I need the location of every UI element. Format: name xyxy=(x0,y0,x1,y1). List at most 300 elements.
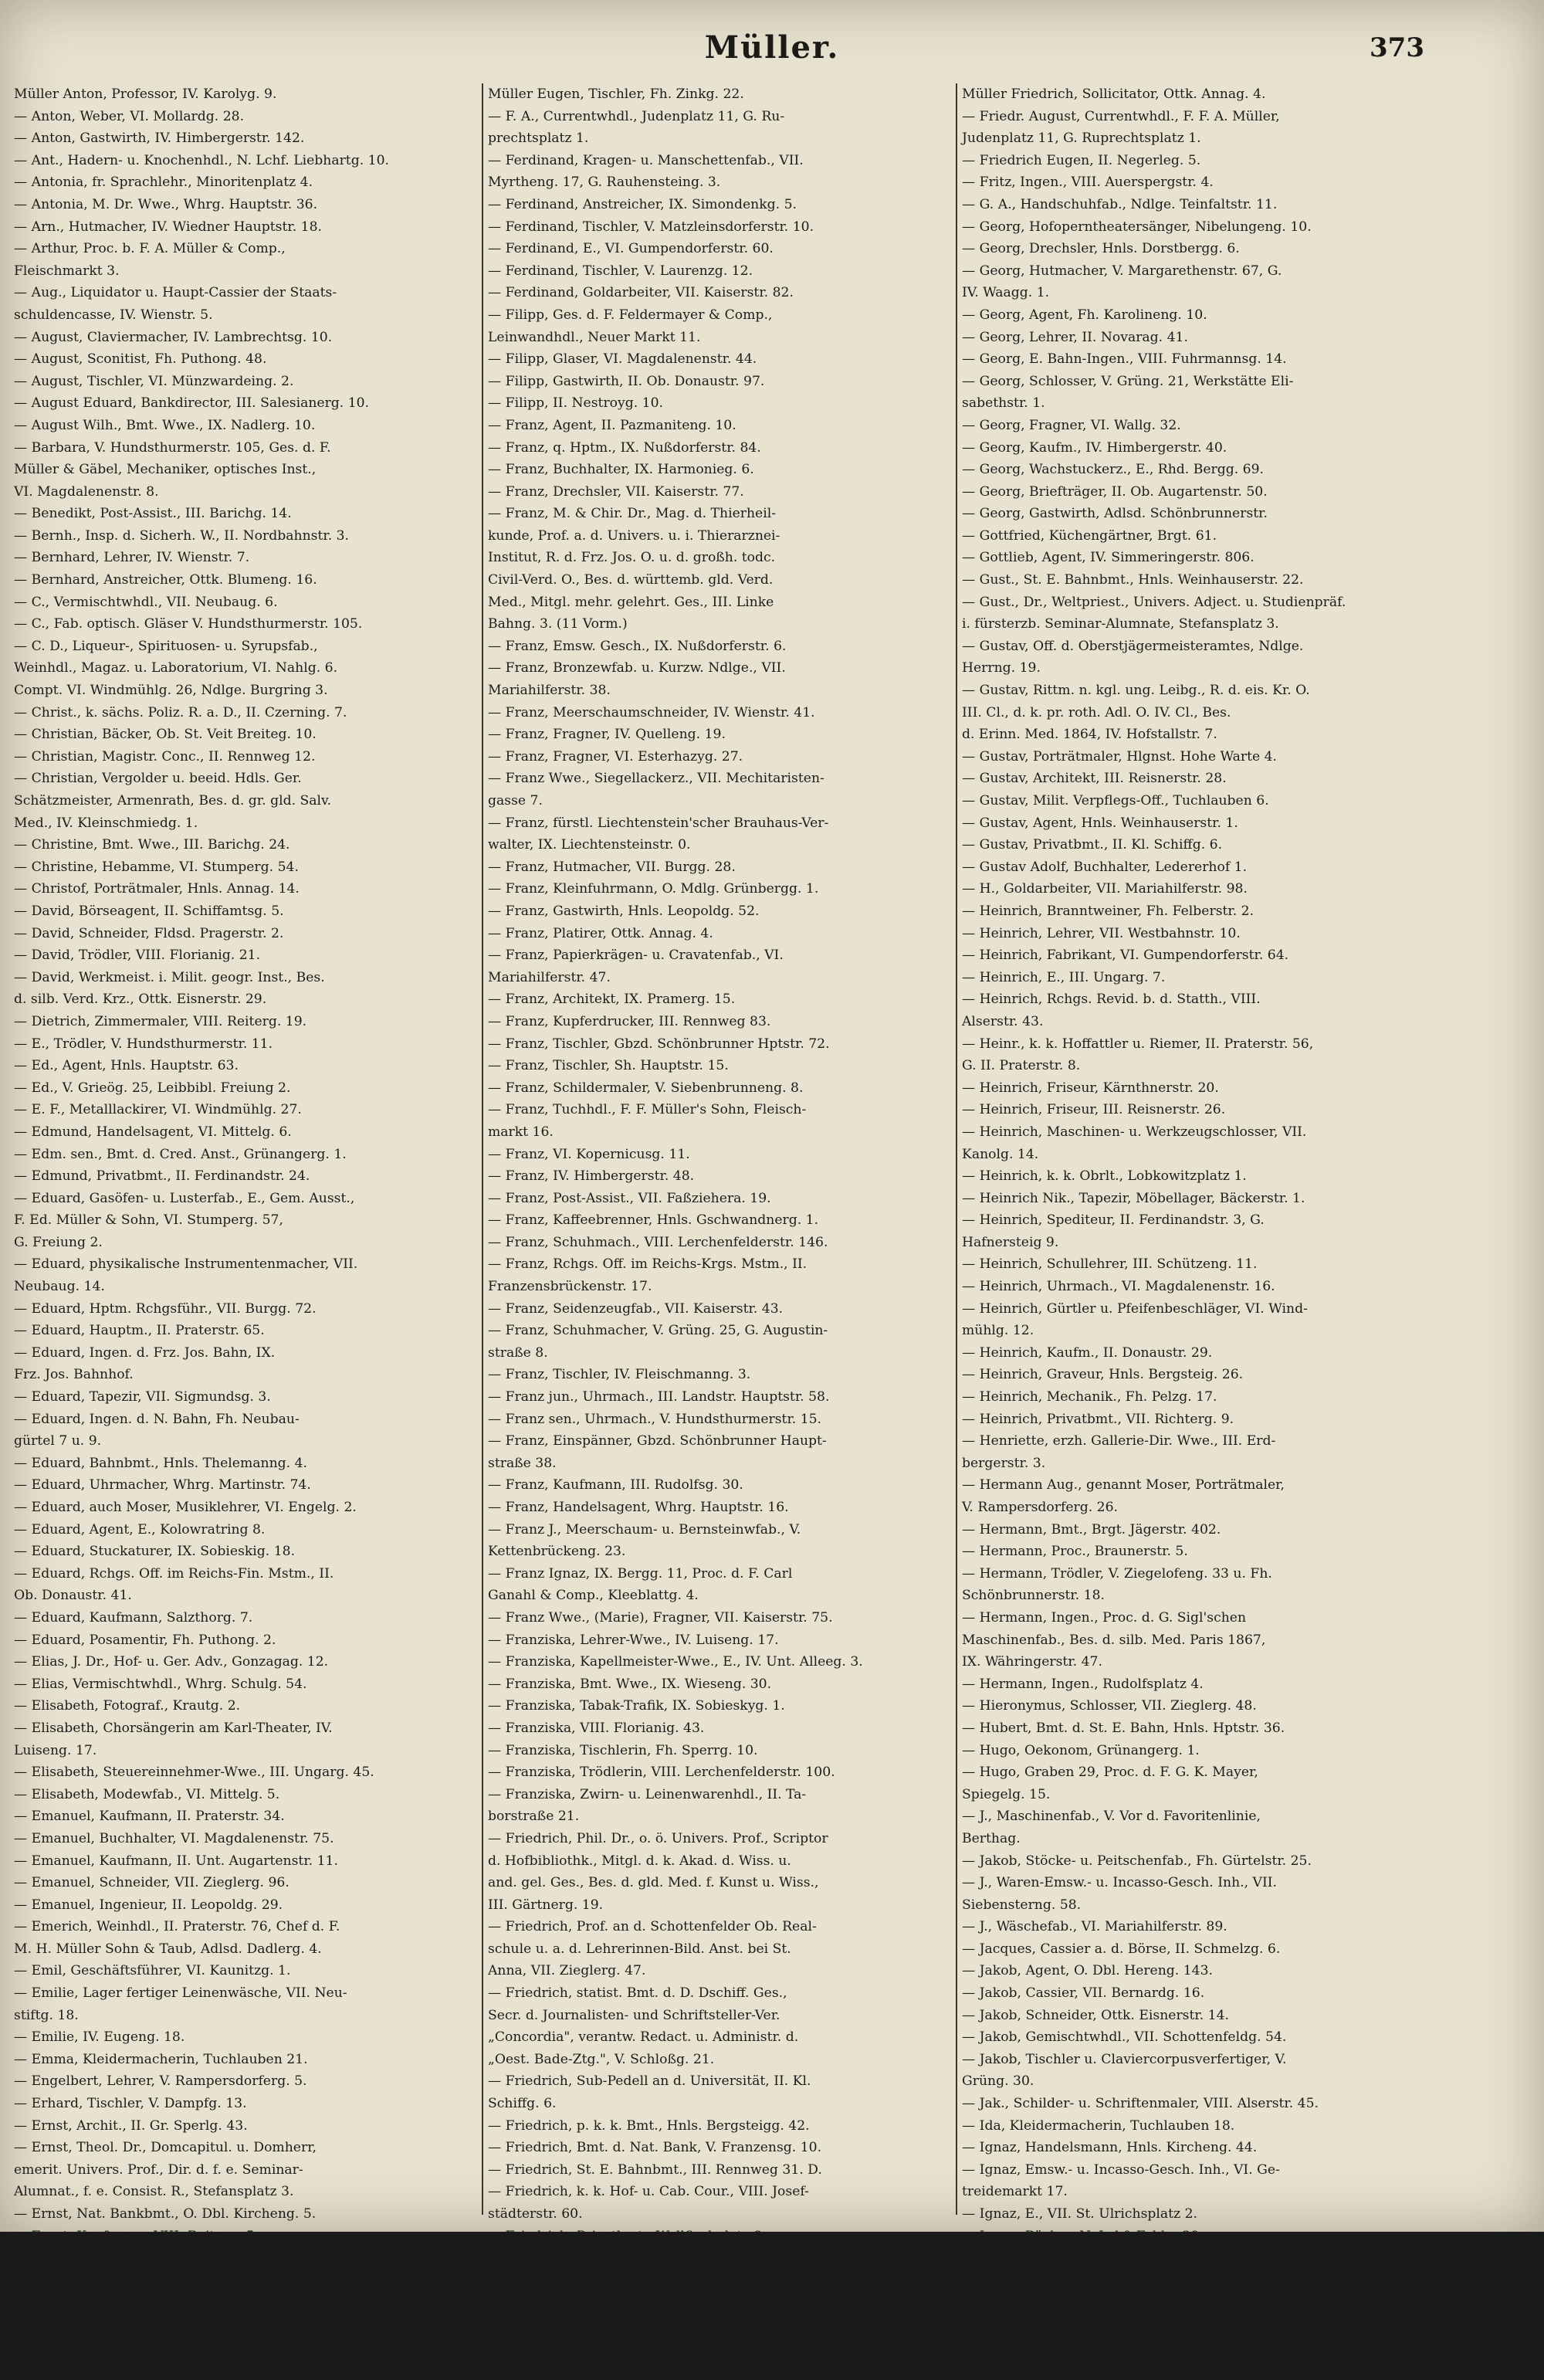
directory-entry-line: Schiffg. 6. xyxy=(488,2096,557,2112)
directory-entry-line: — Jakob, Tischler u. Claviercorpusverfertiger, V. xyxy=(962,2051,1287,2067)
directory-entry-line: — Ed., V. Grieög. 25, Leibbibl. Freiung 2. xyxy=(14,1080,291,1096)
directory-entry-line: — Franz, q. Hptm., IX. Nußdorferstr. 84. xyxy=(488,439,761,456)
directory-entry-line: Emsw.hdl. u. Erz. gedruckter Cottone u. Tücheln, xyxy=(962,2338,1295,2355)
directory-entry-line: — David, Trödler, VIII. Florianig. 21. xyxy=(14,948,261,964)
directory-entry-line: — Gustav, Architekt, III. Reisnerstr. 28. xyxy=(962,771,1227,787)
directory-entry-line: III. Cl., d. k. pr. roth. Adl. O. IV. Cl., Bes. xyxy=(962,704,1231,720)
directory-entry-line: IV. Waagg. 1. xyxy=(962,285,1050,301)
directory-entry-line: — Jak., Schilder- u. Schriftenmaler, VIII. Alserstr. 45. xyxy=(962,2096,1319,2112)
directory-entry-line: — Eduard, Uhrmacher, Whrg. Martinstr. 74. xyxy=(14,1477,311,1493)
directory-entry-line: — Friedrich, VI. Bürgerspitalg. 7. xyxy=(488,2361,714,2377)
directory-column-1 xyxy=(14,83,489,2377)
directory-entry-line: — Ignaz, Magistr. Tax-Amtsr., III. Kollerg. 5. xyxy=(962,2272,1258,2288)
directory-entry-line: — Christine, Hebamme, VI. Stumperg. 54. xyxy=(14,859,299,875)
directory-entry-line: — Dietrich, Zimmermaler, VIII. Reiterg. 19. xyxy=(14,1013,307,1029)
directory-entry-line: — Hermann, Proc., Braunerstr. 5. xyxy=(962,1544,1188,1560)
directory-entry-line: — Franz, Kupferdrucker, III. Rennweg 83. xyxy=(488,1013,771,1029)
directory-entry-line: — Eugen, Oberst, Gen. Stabs-Offiz., zugeth. Sr. k. xyxy=(14,2272,348,2288)
directory-entry-line: — Antonia, M. Dr. Wwe., Whrg. Hauptstr. 36. xyxy=(14,196,318,212)
directory-entry-line: — Elias, J. Dr., Hof- u. Ger. Adv., Gonzagag. 12. xyxy=(14,1654,329,1670)
directory-entry-line: Alserstr. 43. xyxy=(962,1013,1044,1029)
directory-entry-line: — Elisabeth, Fotograf., Krautg. 2. xyxy=(14,1698,241,1714)
directory-entry-line: — Ignaz, Korbflechter, Fh. Zinkg. 18. xyxy=(962,2250,1211,2266)
directory-entry-line: Hafnersteig 9. xyxy=(962,1234,1059,1250)
directory-entry-line: — Eduard, Tapezir, VII. Sigmundsg. 3. xyxy=(14,1389,271,1405)
directory-entry-line: — Emerich, Weinhdl., II. Praterstr. 76, Chef d. F. xyxy=(14,1919,340,1935)
directory-entry-line: M. H. Müller Sohn & Taub, Adlsd. Dadlerg. 4. xyxy=(14,1941,322,1957)
directory-entry-line: G. Freiung 2. xyxy=(14,1234,103,1250)
directory-entry-line: — August, Sconitist, Fh. Puthong. 48. xyxy=(14,351,267,368)
directory-entry-line: — Elisabeth, Chorsängerin am Karl-Theater, IV. xyxy=(14,1720,333,1736)
directory-entry-line: — Eduard, Kaufmann, Salzthorg. 7. xyxy=(14,1609,253,1626)
directory-entry-line: — Franz, Agent, II. Pazmaniteng. 10. xyxy=(488,417,736,433)
directory-entry-line: — Emanuel, Ingenieur, II. Leopoldg. 29. xyxy=(14,1897,283,1913)
directory-entry-line: markt 16. xyxy=(488,1124,554,1140)
directory-entry-line: — Franziska, Tabak-Trafik, IX. Sobieskyg. 1. xyxy=(488,1698,785,1714)
directory-entry-line: — Eduard, Gasöfen- u. Lusterfab., E., Gem. Ausst., xyxy=(14,1190,355,1206)
directory-entry-line: Müller & Gäbel, Mechaniker, optisches Inst., xyxy=(14,462,317,478)
directory-entry-line: — Franziska, VIII. Florianig. 43. xyxy=(488,1720,705,1736)
directory-entry-line: Bes. d. Mil. Verd. Kr. (Kgs. Dec.), IV. Wienstr. 15. xyxy=(488,2294,815,2310)
directory-entry-line: städterstr. 60. xyxy=(488,2206,583,2222)
directory-entry-line: — Franz, Drechsler, VII. Kaiserstr. 77. xyxy=(488,483,744,500)
directory-entry-line: — Friedrich Eugen, II. Negerleg. 5. xyxy=(962,152,1201,168)
directory-entry-line: — Henriette, erzh. Gallerie-Dir. Wwe., III. Erd- xyxy=(962,1433,1276,1449)
directory-entry-line: — Ed., Agent, Hnls. Hauptstr. 63. xyxy=(14,1058,239,1074)
directory-entry-line: — David, Schneider, Fldsd. Pragerstr. 2. xyxy=(14,925,284,941)
directory-entry-line: Institut, R. d. Frz. Jos. O. u. d. großh. todc. xyxy=(488,550,776,566)
directory-entry-line: gasse 7. xyxy=(488,793,543,809)
directory-entry-line: — Heinrich, k. k. Obrlt., Lobkowitzplatz 1. xyxy=(962,1168,1247,1185)
directory-entry-line: — Ignaz, Schuhmacher, VI. Mollardg. 64. xyxy=(962,2294,1239,2310)
directory-entry-line: — G. A., Handschuhfab., Ndlge. Teinfaltstr. 11. xyxy=(962,196,1278,212)
directory-entry-line: — Gustav, Rittm. n. kgl. ung. Leibg., R. d. eis. Kr. O. xyxy=(962,683,1310,699)
directory-entry-line: — Ignaz, E., VII. St. Ulrichsplatz 2. xyxy=(962,2206,1197,2222)
directory-entry-line: — Heinrich, Maschinen- u. Werkzeugschlosser, VII. xyxy=(962,1124,1307,1140)
directory-entry-line: — Eduard, Stuckaturer, IX. Sobieskig. 18. xyxy=(14,1544,296,1560)
directory-entry-line: — Elisabeth, Modewfab., VI. Mittelg. 5. xyxy=(14,1786,280,1802)
directory-entry-line: — Heinrich, Fabrikant, VI. Gumpendorferstr. 64. xyxy=(962,948,1289,964)
directory-entry-line: — Emanuel, Schneider, VII. Zieglerg. 96. xyxy=(14,1875,290,1891)
directory-entry-line: Frz. Jos. Bahnhof. xyxy=(14,1367,134,1383)
directory-entry-line: — Franz, Architekt, IX. Pramerg. 15. xyxy=(488,992,736,1008)
directory-entry-line: — Christian, Bäcker, Ob. St. Veit Breiteg. 10. xyxy=(14,727,317,743)
directory-entry-line: prechtsplatz 1. xyxy=(488,131,589,147)
directory-entry-line: — Christian, Vergolder u. beeid. Hdls. Ger. xyxy=(14,771,302,787)
directory-entry-line: — Heinrich, Kaufm., II. Donaustr. 29. xyxy=(962,1344,1213,1361)
directory-entry-line: — Emma, Kleidermacherin, Tuchlauben 21. xyxy=(14,2051,308,2067)
directory-entry-line: — Georg, E. Bahn-Ingen., VIII. Fuhrmannsg. 14. xyxy=(962,351,1287,368)
directory-entry-line: — Christof, Porträtmaler, Hnls. Annag. 14. xyxy=(14,881,300,897)
directory-entry-line: — Friedrich, k. k. Hof- u. Cab. Cour., VIII. Josef- xyxy=(488,2184,809,2200)
directory-entry-line: — Ferdinand, Anstreicher, IX. Simondenkg. 5. xyxy=(488,196,797,212)
directory-entry-line: — Franz, Kaufmann, III. Rudolfsg. 30. xyxy=(488,1477,743,1493)
directory-entry-line: — Georg, Kaufm., IV. Himbergerstr. 40. xyxy=(962,439,1227,456)
directory-entry-line: — Franz J., Meerschaum- u. Bernsteinwfab., V. xyxy=(488,1521,801,1538)
directory-entry-line: straße 38. xyxy=(488,1455,557,1471)
directory-entry-line: — Emil, Geschäftsführer, VI. Kaunitzg. 1. xyxy=(14,1963,291,1979)
directory-entry-line: — Franz, Tuchhdl., F. F. Müller's Sohn, Fleisch- xyxy=(488,1102,807,1118)
directory-entry-line: — Ant., Hadern- u. Knochenhdl., N. Lchf. Liebhartg. 10. xyxy=(14,152,389,168)
directory-entry-line: — Friedrich, Sub-Pedell an d. Universität, II. Kl. xyxy=(488,2073,811,2090)
directory-entry-line: — Heinrich, Spediteur, II. Ferdinandstr. 3, G. xyxy=(962,1212,1265,1229)
directory-entry-line: — Christian, Magistr. Conc., II. Rennweg 12. xyxy=(14,748,316,765)
directory-entry-line: — Barbara, V. Hundsthurmerstr. 105, Ges. d. F. xyxy=(14,439,331,456)
directory-entry-line: d. Erinn. Med. 1864, IV. Hofstallstr. 7. xyxy=(962,727,1217,743)
directory-entry-line: — Gust., St. E. Bahnbmt., Hnls. Weinhauserstr. 22. xyxy=(962,572,1304,588)
directory-entry-line: — Eduard, Rchgs. Off. im Reichs-Fin. Mstm., II. xyxy=(14,1565,334,1582)
directory-entry-line: d. silb. Verd. Krz., Ottk. Eisnerstr. 29. xyxy=(14,992,267,1008)
directory-entry-line: — Franz jun., Uhrmach., III. Landstr. Hauptstr. 58. xyxy=(488,1389,830,1405)
directory-entry-line: — Heinrich Nik., Tapezir, Möbellager, Bäckerstr. 1. xyxy=(962,1190,1305,1206)
directory-entry-line: — Eduard, Bahnbmt., Hnls. Thelemanng. 4. xyxy=(14,1455,307,1471)
directory-entry-line: — J., Wäschefab., VI. Mariahilferstr. 89. xyxy=(962,1919,1227,1935)
directory-entry-line: — Heinrich, Uhrmach., VI. Magdalenenstr. 16. xyxy=(962,1279,1275,1295)
directory-entry-line: gürtel 7 u. 9. xyxy=(14,1433,102,1449)
directory-entry-line: — August Eduard, Bankdirector, III. Salesianerg. 10. xyxy=(14,395,370,412)
directory-entry-line: — Franz, Kaffeebrenner, Hnls. Gschwandnerg. 1. xyxy=(488,1212,819,1229)
directory-entry-line: — Gustav, Privatbmt., II. Kl. Schiffg. 6. xyxy=(962,837,1223,853)
page-title: Müller. xyxy=(704,29,840,66)
directory-entry-line: — Heinrich, Lehrer, VII. Westbahnstr. 10. xyxy=(962,925,1241,941)
directory-entry-line: — Franz, Tischler, Gbzd. Schönbrunner Hptstr. 72. xyxy=(488,1036,830,1052)
directory-entry-line: — Bernh., Insp. d. Sicherh. W., II. Nordbahnstr. 3. xyxy=(14,527,350,544)
directory-entry-line: — Heinrich, Rchgs. Revid. b. d. Statth., VIII. xyxy=(962,992,1261,1008)
directory-entry-line: Franzensbrückenstr. 17. xyxy=(488,1279,652,1295)
directory-entry-line: d. Hofbibliothk., Mitgl. d. k. Akad. d. Wiss. u. xyxy=(488,1853,791,1869)
directory-entry-line: — Franziska, Kapellmeister-Wwe., E., IV. Unt. Alleeg. 3. xyxy=(488,1654,863,1670)
directory-entry-line: (Krgs. Dec.), Bes. d. Milit. Verd. Krz. (Krgs. xyxy=(14,2316,305,2332)
directory-entry-line: — Franz, Meerschaumschneider, IV. Wienstr. 41. xyxy=(488,704,815,720)
directory-entry-line: — Friedrich, Bmt. d. Nat. Bank, V. Franzensg. 10. xyxy=(488,2140,822,2156)
directory-entry-line: — Antonia, fr. Sprachlehr., Minoritenplatz 4. xyxy=(14,175,313,191)
directory-entry-line: — Jakob, Stöcke- u. Peitschenfab., Fh. Gürtelstr. 25. xyxy=(962,1853,1312,1869)
directory-entry-line: Schönbrunnerstr. 18. xyxy=(962,1588,1106,1604)
directory-entry-line: — Jakob, Cassier, VII. Bernardg. 16. xyxy=(962,1985,1205,2002)
directory-entry-line: Leinwandhdl., Neuer Markt 11. xyxy=(488,329,701,345)
directory-entry-line: — Franz, Kleinfuhrmann, O. Mdlg. Grünbergg. 1. xyxy=(488,881,819,897)
directory-entry-line: — Filipp, II. Nestroyg. 10. xyxy=(488,395,663,412)
directory-entry-line: schule u. a. d. Lehrerinnen-Bild. Anst. bei St. xyxy=(488,1941,791,1957)
directory-entry-line: Müller Friedrich, Sollicitator, Ottk. Annag. 4. xyxy=(962,86,1266,102)
directory-entry-line: — Bernhard, Anstreicher, Ottk. Blumeng. 16. xyxy=(14,572,317,588)
directory-entry-line: — Georg, Lehrer, II. Novarag. 41. xyxy=(962,329,1188,345)
directory-entry-line: — Friedrich, St. E. Bahnbmt., III. Rennweg 31. D. xyxy=(488,2161,822,2178)
directory-entry-line: Kettenbrückeng. 23. xyxy=(488,1544,626,1560)
directory-entry-line: — E. F., Metalllackirer, VI. Windmühlg. 27. xyxy=(14,1102,302,1118)
directory-entry-line: — Friedrich, S. Bahn-Rechnungsführer, IV. Wiedn. xyxy=(488,2316,825,2332)
directory-entry-line: Ann. O. II. Cl. u. d. r. Wld. O. III. Cl., Hofgarteng. 3. xyxy=(14,2361,360,2377)
directory-entry-line: — Heinrich, Friseur, Kärnthnerstr. 20. xyxy=(962,1080,1219,1096)
directory-entry-line: — Benedikt, Post-Assist., III. Barichg. 14. xyxy=(14,506,292,522)
directory-entry-line: — C., Vermischtwhdl., VII. Neubaug. 6. xyxy=(14,594,278,610)
directory-entry-line: — Edm. sen., Bmt. d. Cred. Anst., Grünangerg. 1. xyxy=(14,1146,347,1162)
directory-entry-line: schuldencasse, IV. Wienstr. 5. xyxy=(14,307,213,323)
directory-entry-line: — Franz, Fragner, IV. Quelleng. 19. xyxy=(488,727,726,743)
directory-entry-line: Luiseng. 17. xyxy=(14,1742,97,1758)
directory-entry-line: G. II. Praterstr. 8. xyxy=(962,1058,1081,1074)
directory-entry-line: Hauptstr. 73. xyxy=(488,2338,577,2355)
directory-entry-line: Müller Eugen, Tischler, Fh. Zinkg. 22. xyxy=(488,86,744,102)
directory-entry-line: — Franz, Rchgs. Off. im Reichs-Krgs. Mstm., II. xyxy=(488,1256,808,1273)
directory-entry-line: sabethstr. 1. xyxy=(962,395,1045,412)
directory-entry-line: — Esther, Hebamme, II. Gr. Stadtgutg. 15. xyxy=(14,2250,300,2266)
directory-entry-line: Mariahilferstr. 38. xyxy=(488,683,611,699)
directory-entry-line: — Gottlieb, Agent, IV. Simmeringerstr. 806. xyxy=(962,550,1254,566)
directory-entry-line: — Franziska, Tischlerin, Fh. Sperrg. 10. xyxy=(488,1742,758,1758)
directory-entry-line: — Elisabeth, Steuereinnehmer-Wwe., III. Ungarg. 45. xyxy=(14,1765,374,1781)
directory-entry-line: and. gel. Ges., Bes. d. gld. Med. f. Kunst u. Wiss., xyxy=(488,1875,819,1891)
directory-entry-line: — Franz, Buchhalter, IX. Harmonieg. 6. xyxy=(488,462,754,478)
directory-entry-line: — Franziska, Zwirn- u. Leinenwarenhdl., II. Ta- xyxy=(488,1786,807,1802)
directory-entry-line: — Georg, Schlosser, V. Grüng. 21, Werkstätte Eli- xyxy=(962,373,1294,389)
directory-entry-line: — Eduard, Hauptm., II. Praterstr. 65. xyxy=(14,1323,265,1339)
directory-entry-line: — Gustav, Off. d. Oberstjägermeisteramtes, Ndlge. xyxy=(962,638,1304,654)
directory-entry-line: — Heinrich, Branntweiner, Fh. Felberstr. 2. xyxy=(962,903,1254,919)
directory-entry-line: — F. A., Currentwhdl., Judenplatz 11, G. Ru- xyxy=(488,108,785,124)
directory-entry-line: mühlg. 12. xyxy=(962,1323,1034,1339)
directory-entry-line: — Franz, Fragner, VI. Esterhazyg. 27. xyxy=(488,748,743,765)
directory-entry-line: — Hugo, Oekonom, Grünangerg. 1. xyxy=(962,1742,1200,1758)
directory-entry-line: Maschinenfab., Bes. d. silb. Med. Paris 1867, xyxy=(962,1632,1266,1648)
directory-entry-line: — Georg, Briefträger, II. Ob. Augartenstr. 50. xyxy=(962,483,1268,500)
directory-entry-line: — Eduard, Posamentir, Fh. Puthong. 2. xyxy=(14,1632,276,1648)
directory-entry-line: — Friedr. August, Currentwhdl., F. F. A. Müller, xyxy=(962,108,1280,124)
directory-entry-line: — Aug., Liquidator u. Haupt-Cassier der Staats- xyxy=(14,285,337,301)
directory-entry-line: — Ernst, Archit., II. Gr. Sperlg. 43. xyxy=(14,2117,248,2134)
directory-entry-line: — Heinrich, Graveur, Hnls. Bergsteig. 26. xyxy=(962,1367,1244,1383)
directory-entry-line: bergerstr. 3. xyxy=(962,1455,1046,1471)
directory-entry-line: Myrtheng. 17, G. Rauhensteing. 3. xyxy=(488,175,721,191)
directory-entry-line: — Eduard, Ingen. d. Frz. Jos. Bahn, IX. xyxy=(14,1344,276,1361)
directory-entry-line: — Joachim, Ges. d. F. Müller & Fischer, Waren- xyxy=(962,2316,1278,2332)
directory-entry-line: — Engelbert, Lehrer, V. Rampersdorferg. 5. xyxy=(14,2073,307,2090)
directory-entry-line: Anna, VII. Zieglerg. 47. xyxy=(488,1963,646,1979)
directory-entry-line: — David, Werkmeist. i. Milit. geogr. Inst., Bes. xyxy=(14,969,325,985)
directory-entry-line: Neubaug. 14. xyxy=(14,1279,105,1295)
directory-entry-line: — Filipp, Ges. d. F. Feldermayer & Comp., xyxy=(488,307,773,323)
directory-entry-line: Müller Anton, Professor, IV. Karolyg. 9. xyxy=(14,86,277,102)
directory-entry-line: — Franz, Tischler, Sh. Hauptstr. 15. xyxy=(488,1058,729,1074)
directory-column-3 xyxy=(962,83,1437,2377)
directory-entry-line: Med., Mitgl. mehr. gelehrt. Ges., III. Linke xyxy=(488,594,774,610)
directory-entry-line: — Hugo, Graben 29, Proc. d. F. G. K. Mayer, xyxy=(962,1765,1258,1781)
directory-entry-line: „Concordia", verantw. Redact. u. Administr. d. xyxy=(488,2029,799,2046)
directory-entry-line: — Franz, Seidenzeugfab., VII. Kaiserstr. 43. xyxy=(488,1300,784,1317)
directory-entry-line: — Emilie, Lager fertiger Leinenwäsche, VII. Neu- xyxy=(14,1985,347,2002)
directory-entry-line: Rudolfsplatz 4. xyxy=(962,2361,1063,2377)
directory-entry-line: „Oest. Bade-Ztg.", V. Schloßg. 21. xyxy=(488,2051,715,2067)
directory-entry-line: Herrng. 19. xyxy=(962,660,1041,676)
directory-entry-line: Alumnat., f. e. Consist. R., Stefansplatz 3. xyxy=(14,2184,294,2200)
directory-entry-line: — Hermann Aug., genannt Moser, Porträtmaler, xyxy=(962,1477,1285,1493)
directory-entry-line: — Franz, Schildermaler, V. Siebenbrunneng. 8. xyxy=(488,1080,804,1096)
directory-entry-line: — Arn., Hutmacher, IV. Wiedner Hauptstr. 18. xyxy=(14,219,322,235)
directory-entry-line: F. Ed. Müller & Sohn, VI. Stumperg. 57, xyxy=(14,1212,283,1229)
directory-entry-line: straße 8. xyxy=(488,1344,548,1361)
directory-entry-line: — Filipp, Gastwirth, II. Ob. Donaustr. 97. xyxy=(488,373,765,389)
directory-entry-line: — Franz, Handelsagent, Whrg. Hauptstr. 16. xyxy=(488,1500,789,1515)
directory-entry-line: — Franziska, Lehrer-Wwe., IV. Luiseng. 17. xyxy=(488,1632,779,1648)
directory-entry-line: — Georg, Agent, Fh. Karolineng. 10. xyxy=(962,307,1207,323)
directory-entry-line: treidemarkt 17. xyxy=(962,2184,1068,2200)
directory-entry-line: Bahng. 3. (11 Vorm.) xyxy=(488,616,628,632)
directory-entry-line: — Franz, IV. Himbergerstr. 48. xyxy=(488,1168,695,1185)
directory-entry-line: — Erhard, Tischler, V. Dampfg. 13. xyxy=(14,2096,247,2112)
directory-entry-line: — Friedrich, Privatbmt., Wallfischplatz 8. xyxy=(488,2228,767,2244)
directory-entry-line: Judenplatz 11, G. Ruprechtsplatz 1. xyxy=(962,131,1201,147)
directory-entry-line: — Friedrich, Rit. v., Obstlt. u. Vorst. d. VI. Ab- xyxy=(488,2250,796,2266)
directory-entry-line: — Heinrich, Privatbmt., VII. Richterg. 9. xyxy=(962,1411,1234,1427)
directory-entry-line: — Jacques, Cassier a. d. Börse, II. Schmelzg. 6. xyxy=(962,1941,1281,1957)
directory-entry-line: — Edmund, Privatbmt., II. Ferdinandstr. 24. xyxy=(14,1168,310,1185)
directory-column-2 xyxy=(488,83,963,2377)
directory-entry-line: Schätzmeister, Armenrath, Bes. d. gr. gld. Salv. xyxy=(14,793,332,809)
directory-entry-line: — Fritz, Ingen., VIII. Auerspergstr. 4. xyxy=(962,175,1214,191)
directory-entry-line: — Ignaz, Emsw.- u. Incasso-Gesch. Inh., VI. Ge- xyxy=(962,2161,1280,2178)
directory-entry-line: — Eduard, Agent, E., Kolowratring 8. xyxy=(14,1521,266,1538)
directory-entry-line: — Gustav Adolf, Buchhalter, Ledererhof 1. xyxy=(962,859,1248,875)
directory-entry-line: — Georg, Drechsler, Hnls. Dorstbergg. 6. xyxy=(962,241,1240,257)
directory-entry-line: — Franz, Hutmacher, VII. Burgg. 28. xyxy=(488,859,736,875)
directory-entry-line: Dec.), d. silb. Tapf. Med. u. a. h. Z., R. d. r. xyxy=(14,2338,299,2355)
directory-entry-line: Civil-Verd. O., Bes. d. württemb. gld. Verd. xyxy=(488,572,774,588)
directory-entry-line: Siebensterng. 58. xyxy=(962,1897,1082,1913)
directory-entry-line: — Franz sen., Uhrmach., V. Hundsthurmerstr. 15. xyxy=(488,1411,822,1427)
directory-entry-line: — Franz, fürstl. Liechtenstein'scher Brauhaus-Ver- xyxy=(488,815,829,831)
directory-entry-line: — Franz, Platirer, Ottk. Annag. 4. xyxy=(488,925,713,941)
directory-entry-line: — Heinrich, E., III. Ungarg. 7. xyxy=(962,969,1166,985)
directory-entry-line: — Emilie, IV. Eugeng. 18. xyxy=(14,2029,185,2046)
directory-entry-line: — E., Trödler, V. Hundsthurmerstr. 11. xyxy=(14,1036,273,1052)
directory-entry-line: — Franz, Post-Assist., VII. Faßziehera. 19. xyxy=(488,1190,771,1206)
directory-entry-line: stiftg. 18. xyxy=(14,2007,79,2023)
directory-entry-line: — Jakob, Agent, O. Dbl. Hereng. 143. xyxy=(962,1963,1214,1979)
directory-entry-line: — Heinrich, Schullehrer, III. Schützeng. 11. xyxy=(962,1256,1258,1273)
directory-entry-line: — Hieronymus, Schlosser, VII. Zieglerg. 48. xyxy=(962,1698,1257,1714)
directory-entry-line: — Eduard, Hptm. Rchgsführ., VII. Burgg. 72. xyxy=(14,1300,317,1317)
directory-entry-line: — Heinrich, Mechanik., Fh. Pelzg. 17. xyxy=(962,1389,1217,1405)
directory-entry-line: — Georg, Wachstuckerz., E., Rhd. Bergg. 69. xyxy=(962,462,1264,478)
directory-entry-line: — Heinr., k. k. Hoffattler u. Riemer, II. Praterstr. 56, xyxy=(962,1036,1314,1052)
directory-entry-line: — Hermann, Ingen., Proc. d. G. Sigl'schen xyxy=(962,1609,1247,1626)
directory-entry-line: — Eduard, physikalische Instrumentenmacher, VII. xyxy=(14,1256,358,1273)
directory-entry-line: Berthag. xyxy=(962,1830,1021,1846)
directory-entry-line: — Franz Wwe., Siegellackerz., VII. Mechitaristen- xyxy=(488,771,824,787)
directory-entry-line: — C. D., Liqueur-, Spirituosen- u. Syrupsfab., xyxy=(14,638,318,654)
directory-entry-line: Ganahl & Comp., Kleeblattg. 4. xyxy=(488,1588,699,1604)
directory-entry-line: Fleischmarkt 3. xyxy=(14,263,120,279)
directory-entry-line: — Franz, Papierkrägen- u. Cravatenfab., VI. xyxy=(488,948,784,964)
directory-entry-line: — Franz, Schuhmacher, V. Grüng. 25, G. Augustin- xyxy=(488,1323,828,1339)
directory-entry-line: — Friedrich, Phil. Dr., o. ö. Univers. Prof., Scriptor xyxy=(488,1830,828,1846)
directory-entry-line: — Elias, Vermischtwhdl., Whrg. Schulg. 54. xyxy=(14,1676,307,1692)
directory-entry-line: — Franz, Bronzewfab. u. Kurzw. Ndlge., VII. xyxy=(488,660,786,676)
directory-entry-line: — Christine, Bmt. Wwe., III. Barichg. 24. xyxy=(14,837,290,853)
directory-entry-line: — Georg, Gastwirth, Adlsd. Schönbrunnerstr. xyxy=(962,506,1268,522)
directory-entry-line: III. Gärtnerg. 19. xyxy=(488,1897,604,1913)
directory-entry-line: — David, Börseagent, II. Schiffamtsg. 5. xyxy=(14,903,284,919)
directory-entry-line: — Hermann, Bmt., Brgt. Jägerstr. 402. xyxy=(962,1521,1221,1538)
directory-entry-line: — August, Claviermacher, IV. Lambrechtsg. 10. xyxy=(14,329,333,345)
page-header xyxy=(0,29,1544,76)
directory-entry-line: — Gustav, Milit. Verpflegs-Off., Tuchlauben 6. xyxy=(962,793,1269,809)
directory-entry-line: — C., Fab. optisch. Gläser V. Hundsthurmerstr. 105. xyxy=(14,616,363,632)
directory-entry-line: — Franz, Einspänner, Gbzd. Schönbrunner Haupt- xyxy=(488,1433,827,1449)
directory-entry-line: V. Rampersdorferg. 26. xyxy=(962,1500,1119,1515)
directory-entry-line: — Gust., Dr., Weltpriest., Univers. Adject. u. Studienpräf. xyxy=(962,594,1346,610)
directory-entry-line: Spiegelg. 15. xyxy=(962,1786,1051,1802)
directory-entry-line: theil. d. Rchs. Krgs. Mstm., R. d. eis. Kr. III. Cl., xyxy=(488,2272,809,2288)
directory-entry-line: — Ida, Kleidermacherin, Tuchlauben 18. xyxy=(962,2117,1235,2134)
directory-entry-line: — Jakob, Schneider, Ottk. Eisnerstr. 14. xyxy=(962,2007,1229,2023)
directory-entry-line: — Emanuel, Buchhalter, VI. Magdalenenstr. 75. xyxy=(14,1830,334,1846)
directory-entry-line: — August Wilh., Bmt. Wwe., IX. Nadlerg. 10. xyxy=(14,417,316,433)
directory-entry-line: — J., Maschinenfab., V. Vor d. Favoritenlinie, xyxy=(962,1809,1261,1825)
directory-entry-line: i. fürsterzb. Seminar-Alumnate, Stefansplatz 3. xyxy=(962,616,1279,632)
directory-entry-line: — Franz, Emsw. Gesch., IX. Nußdorferstr. 6. xyxy=(488,638,787,654)
directory-entry-line: — Arthur, Proc. b. F. A. Müller & Comp., xyxy=(14,241,286,257)
directory-entry-line: — Georg, Hutmacher, V. Margarethenstr. 67, G. xyxy=(962,263,1282,279)
directory-entry-line: — Franz Ignaz, IX. Bergg. 11, Proc. d. F. Carl xyxy=(488,1565,793,1582)
directory-entry-line: — J., Waren-Emsw.- u. Incasso-Gesch. Inh., VII. xyxy=(962,1875,1277,1891)
directory-entry-line: — Emanuel, Kaufmann, II. Praterstr. 34. xyxy=(14,1809,285,1825)
directory-entry-line: — H., Goldarbeiter, VII. Mariahilferstr. 98. xyxy=(962,881,1248,897)
directory-entry-line: VI. Magdalenenstr. 8. xyxy=(14,483,159,500)
directory-entry-line: Ob. Donaustr. 41. xyxy=(14,1588,132,1604)
directory-entry-line: — Hermann, Trödler, V. Ziegelofeng. 33 u. Fh. xyxy=(962,1565,1272,1582)
directory-entry-line: Hoh. Erzh. Albrecht, R. d. eis. Kr. III. Cl., xyxy=(14,2294,290,2310)
directory-entry-line: kunde, Prof. a. d. Univers. u. i. Thierarznei- xyxy=(488,527,780,544)
directory-entry-line: — Ferdinand, Goldarbeiter, VII. Kaiserstr. 82. xyxy=(488,285,794,301)
directory-entry-line: — Ferdinand, Tischler, V. Matzleinsdorferstr. 10. xyxy=(488,219,814,235)
directory-entry-line: — Gustav, Agent, Hnls. Weinhauserstr. 1. xyxy=(962,815,1238,831)
directory-entry-line: — Franz, Gastwirth, Hnls. Leopoldg. 52. xyxy=(488,903,760,919)
directory-entry-line: — Eduard, auch Moser, Musiklehrer, VI. Engelg. 2. xyxy=(14,1500,357,1515)
directory-entry-line: — Ernst, Kaufmann, VIII. Reiterg. 5. xyxy=(14,2228,259,2244)
directory-entry-line: — Edmund, Handelsagent, VI. Mittelg. 6. xyxy=(14,1124,292,1140)
directory-entry-line: emerit. Univers. Prof., Dir. d. f. e. Seminar- xyxy=(14,2161,303,2178)
directory-entry-line: Secr. d. Journalisten- und Schriftsteller-Ver. xyxy=(488,2007,780,2023)
directory-entry-line: — August, Tischler, VI. Münzwardeing. 2. xyxy=(14,373,294,389)
directory-entry-line: Kanolg. 14. xyxy=(962,1146,1039,1162)
directory-entry-line: — Hubert, Bmt. d. St. E. Bahn, Hnls. Hptstr. 36. xyxy=(962,1720,1285,1736)
directory-entry-line: — Filipp, Glaser, VI. Magdalenenstr. 44. xyxy=(488,351,757,368)
directory-entry-line: — Ferdinand, Kragen- u. Manschettenfab., VII. xyxy=(488,152,804,168)
directory-entry-line: — Franz, VI. Kopernicusg. 11. xyxy=(488,1146,690,1162)
page-number: 373 xyxy=(1370,32,1424,63)
directory-entry-line: — Heinrich, Gürtler u. Pfeifenbeschläger, VI. Wind- xyxy=(962,1300,1308,1317)
directory-entry-line: Med., IV. Kleinschmiedg. 1. xyxy=(14,815,198,831)
directory-entry-line: borstraße 21. xyxy=(488,1809,580,1825)
directory-entry-line: — Friedrich, p. k. k. Bmt., Hnls. Bergsteigg. 42. xyxy=(488,2117,810,2134)
directory-entry-line: — Franziska, Bmt. Wwe., IX. Wieseng. 30. xyxy=(488,1676,772,1692)
directory-entry-line: — Ignaz, Bäcker, N. Lchf. Feldg. 29. xyxy=(962,2228,1204,2244)
directory-entry-line: — Emanuel, Kaufmann, II. Unt. Augartenstr. 11. xyxy=(14,1853,338,1869)
directory-entry-line: — Heinrich, Friseur, III. Reisnerstr. 26. xyxy=(962,1102,1226,1118)
directory-entry-line: IX. Währingerstr. 47. xyxy=(962,1654,1102,1670)
directory-entry-line: — Franz, M. & Chir. Dr., Mag. d. Thierheil- xyxy=(488,506,777,522)
directory-entry-line: — Anton, Weber, VI. Mollardg. 28. xyxy=(14,108,245,124)
directory-entry-line: — Ernst, Nat. Bankbmt., O. Dbl. Kircheng. 5. xyxy=(14,2206,317,2222)
directory-entry-line: — Georg, Hofoperntheatersänger, Nibelungeng. 10. xyxy=(962,219,1312,235)
directory-entry-line: — Jakob, Gemischtwhdl., VII. Schottenfeldg. 54. xyxy=(962,2029,1287,2046)
directory-entry-line: Compt. VI. Windmühlg. 26, Ndlge. Burgring 3. xyxy=(14,683,328,699)
directory-entry-line: — Franz Wwe., (Marie), Fragner, VII. Kaiserstr. 75. xyxy=(488,1609,833,1626)
directory-entry-line: — Ernst, Theol. Dr., Domcapitul. u. Domherr, xyxy=(14,2140,317,2156)
directory-entry-line: — Franz, Tischler, IV. Fleischmanng. 3. xyxy=(488,1367,751,1383)
directory-entry-line: Mariahilferstr. 47. xyxy=(488,969,611,985)
